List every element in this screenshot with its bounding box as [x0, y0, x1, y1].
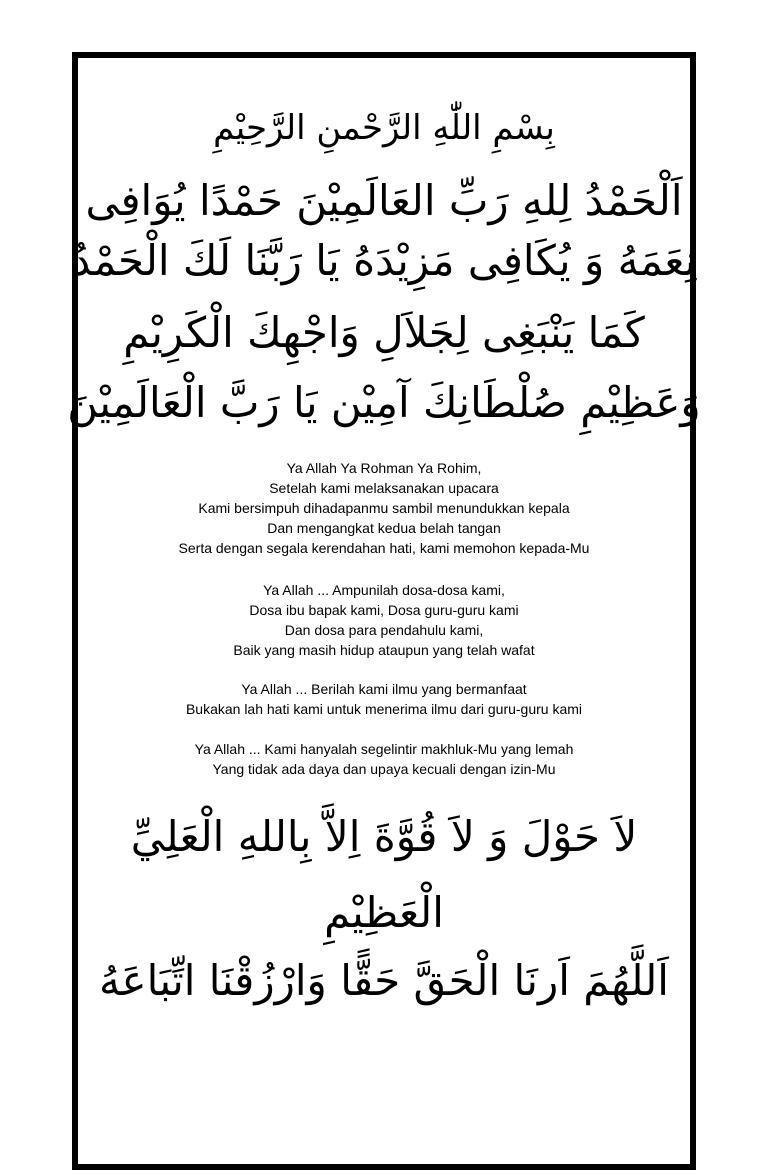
prayer-line: Serta dengan segala kerendahan hati, kami memohon kepada-Mu [178, 540, 590, 556]
prayer-line: Kami bersimpuh dihadapanmu sambil menundukkan kepala [198, 500, 570, 516]
prayer-stanza-2 [0, 580, 768, 660]
prayer-stanza-4 [0, 739, 768, 779]
arabic-closing-line: الْعَظِيْمِ [324, 888, 444, 937]
arabic-closing-line: لاَ حَوْلَ وَ لاَ قُوَّةَ اِلاَّ بِاللهِ الْعَلِيِّ [130, 812, 638, 861]
prayer-line: Bukakan lah hati kami untuk menerima ilmu dari guru-guru kami [185, 701, 583, 717]
prayer-line: Baik yang masih hidup ataupun yang telah wafat [233, 642, 535, 658]
prayer-line: Yang tidak ada daya dan upaya kecuali dengan izin-Mu [212, 761, 556, 777]
arabic-closing-line: اَللَّهُمَ اَرنَا الْحَقَّ حَقًّا وَارْزُقْنَا اتِّبَاعَهُ [99, 956, 669, 1005]
prayer-stanza-3 [0, 679, 768, 719]
prayer-line: Ya Allah Ya Rohman Ya Rohim, [286, 460, 482, 476]
arabic-opening-line: وَعَظِيْمِ صُلْطَانِكَ آمِيْن يَا رَبَّ الْعَالَمِيْنَ [67, 378, 701, 427]
bismillah-heading: بِسْمِ اللّٰهِ الرَّحْمنِ الرَّحِيْمِ [213, 108, 555, 148]
arabic-opening-line: اَلْحَمْدُ لِلهِ رَبِّ العَالَمِيْنَ حَمْدًا يُوَافِى [85, 176, 683, 225]
prayer-line: Ya Allah ... Berilah kami ilmu yang bermanfaat [241, 681, 527, 697]
prayer-line: Dan dosa para pendahulu kami, [284, 622, 484, 638]
prayer-line: Setelah kami melaksanakan upacara [269, 480, 499, 496]
prayer-line: Ya Allah ... Kami hanyalah segelintir makhluk-Mu yang lemah [194, 741, 574, 757]
prayer-line: Dosa ibu bapak kami, Dosa guru-guru kami [249, 602, 519, 618]
prayer-stanza-1 [0, 458, 768, 558]
prayer-line: Dan mengangkat kedua belah tangan [267, 520, 501, 536]
arabic-opening-line: كَمَا يَنْبَغِى لِجَلاَلِ وَاجْهِكَ الْكَرِيْمِ [123, 308, 645, 357]
prayer-line: Ya Allah ... Ampunilah dosa-dosa kami, [263, 582, 505, 598]
arabic-opening-line: نِعَمَهُ وَ يُكَافِى مَزِيْدَهُ يَا رَبَّنَا لَكَ الْحَمْدُ [71, 236, 697, 285]
